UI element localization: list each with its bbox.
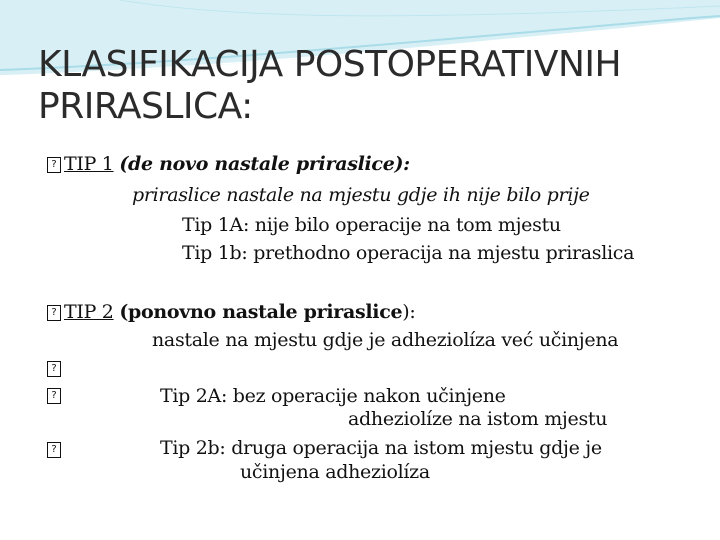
title-line-1: KLASIFIKACIJA POSTOPERATIVNIH (38, 44, 622, 85)
page-title (38, 44, 698, 128)
tip1-heading (64, 153, 410, 175)
bullet-box-icon: ? (47, 157, 61, 173)
tip2-sub3a: Tip 2b: druga operacija na istom mjestu gdje je (160, 437, 602, 459)
tip2-sub3b: učinjena adheziolíza (240, 461, 430, 483)
bullet-box-icon: ? (47, 361, 61, 377)
tip1-code: TIP 1 (64, 153, 114, 175)
tip2-desc-end: ): (402, 301, 416, 323)
tip2-heading (64, 301, 416, 323)
bullet-box-icon: ? (47, 442, 61, 458)
tip1-sub1: priraslice nastale na mjestu gdje ih nije bilo prije (132, 184, 590, 206)
tip1-desc: (de novo nastale priraslice): (119, 153, 410, 175)
tip2-code: TIP 2 (64, 301, 114, 323)
tip1-sub3: Tip 1b: prethodno operacija na mjestu priraslica (182, 242, 635, 264)
tip2-sub2b: adheziolíze na istom mjestu (348, 408, 608, 430)
bullet-box-icon: ? (47, 305, 61, 321)
title-line-2: PRIRASLICA: (38, 86, 253, 127)
tip2-desc: (ponovno nastale priraslice (119, 301, 403, 323)
tip2-sub2a: Tip 2A: bez operacije nakon učinjene (160, 385, 506, 407)
tip2-sub1: nastale na mjestu gdje je adheziolíza već učinjena (152, 329, 619, 351)
tip1-sub2: Tip 1A: nije bilo operacije na tom mjestu (182, 214, 561, 236)
bullet-box-icon: ? (47, 388, 61, 404)
